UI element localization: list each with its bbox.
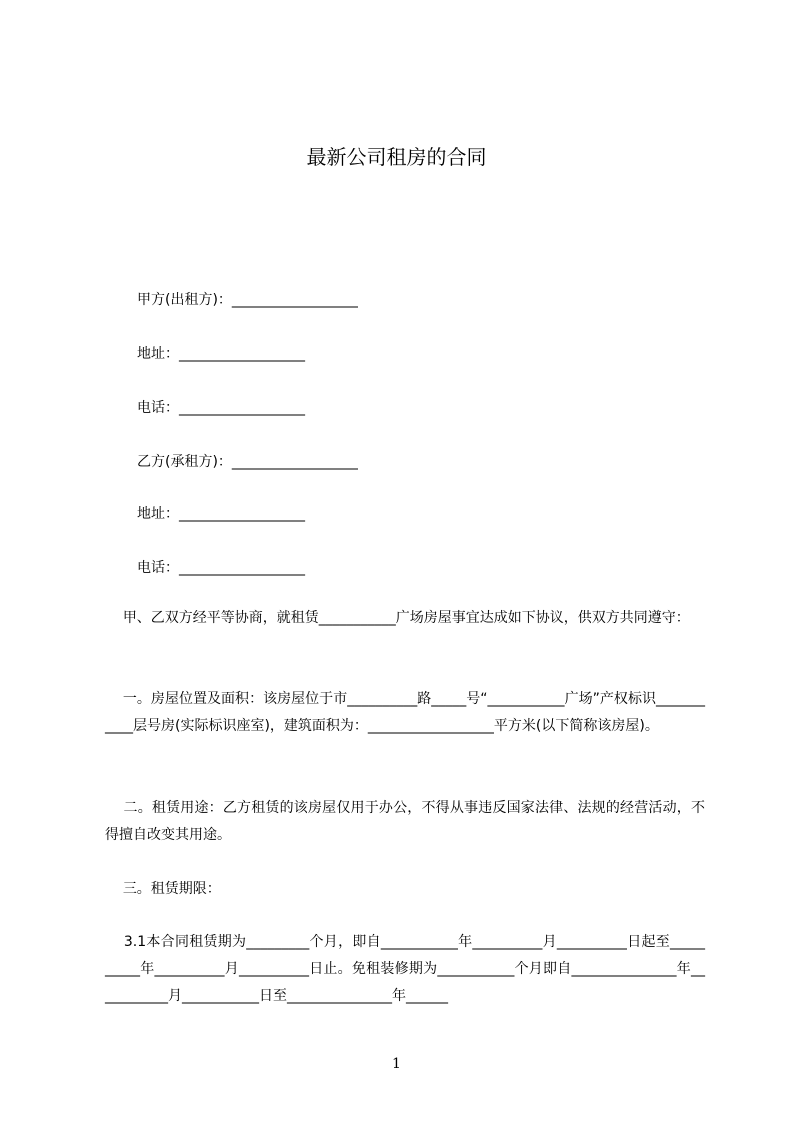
document-title: 最新公司租房的合同	[306, 145, 487, 169]
party-a-line: 甲方(出租方)：__________________	[137, 292, 358, 308]
intro-paragraph: 甲、乙双方经平等协商，就租赁___________广场房屋事宜达成如下协议，供双方共同遵守：	[105, 610, 690, 626]
clause-3-1-paragraph: 3.1本合同租赁期为_________个月，即自___________年__________月__________日起至__________年__________月__________日止。免租装修期为___________个月即自_______________年___________月___________日至_______________年______	[105, 934, 705, 1004]
page-number: 1	[392, 1056, 401, 1072]
party-a-address-line: 地址：__________________	[137, 346, 305, 362]
party-b-phone-line: 电话：__________________	[137, 560, 305, 576]
party-b-line: 乙方(承租方)：__________________	[137, 454, 358, 470]
clause-2-paragraph: 二。租赁用途：乙方租赁的该房屋仅用于办公，不得从事违反国家法律、法规的经营活动，不得擅自改变其用途。	[105, 800, 705, 843]
clause-1-paragraph: 一。房屋位置及面积：该房屋位于市__________路_____号“___________广场”产权标识___________层号房(实际标识座室)，建筑面积为：__________________平方米(以下简称该房屋)。	[105, 691, 705, 734]
clause-3-heading: 三。租赁期限：	[105, 881, 221, 897]
party-a-phone-line: 电话：__________________	[137, 400, 305, 416]
party-b-address-line: 地址：__________________	[137, 506, 305, 522]
